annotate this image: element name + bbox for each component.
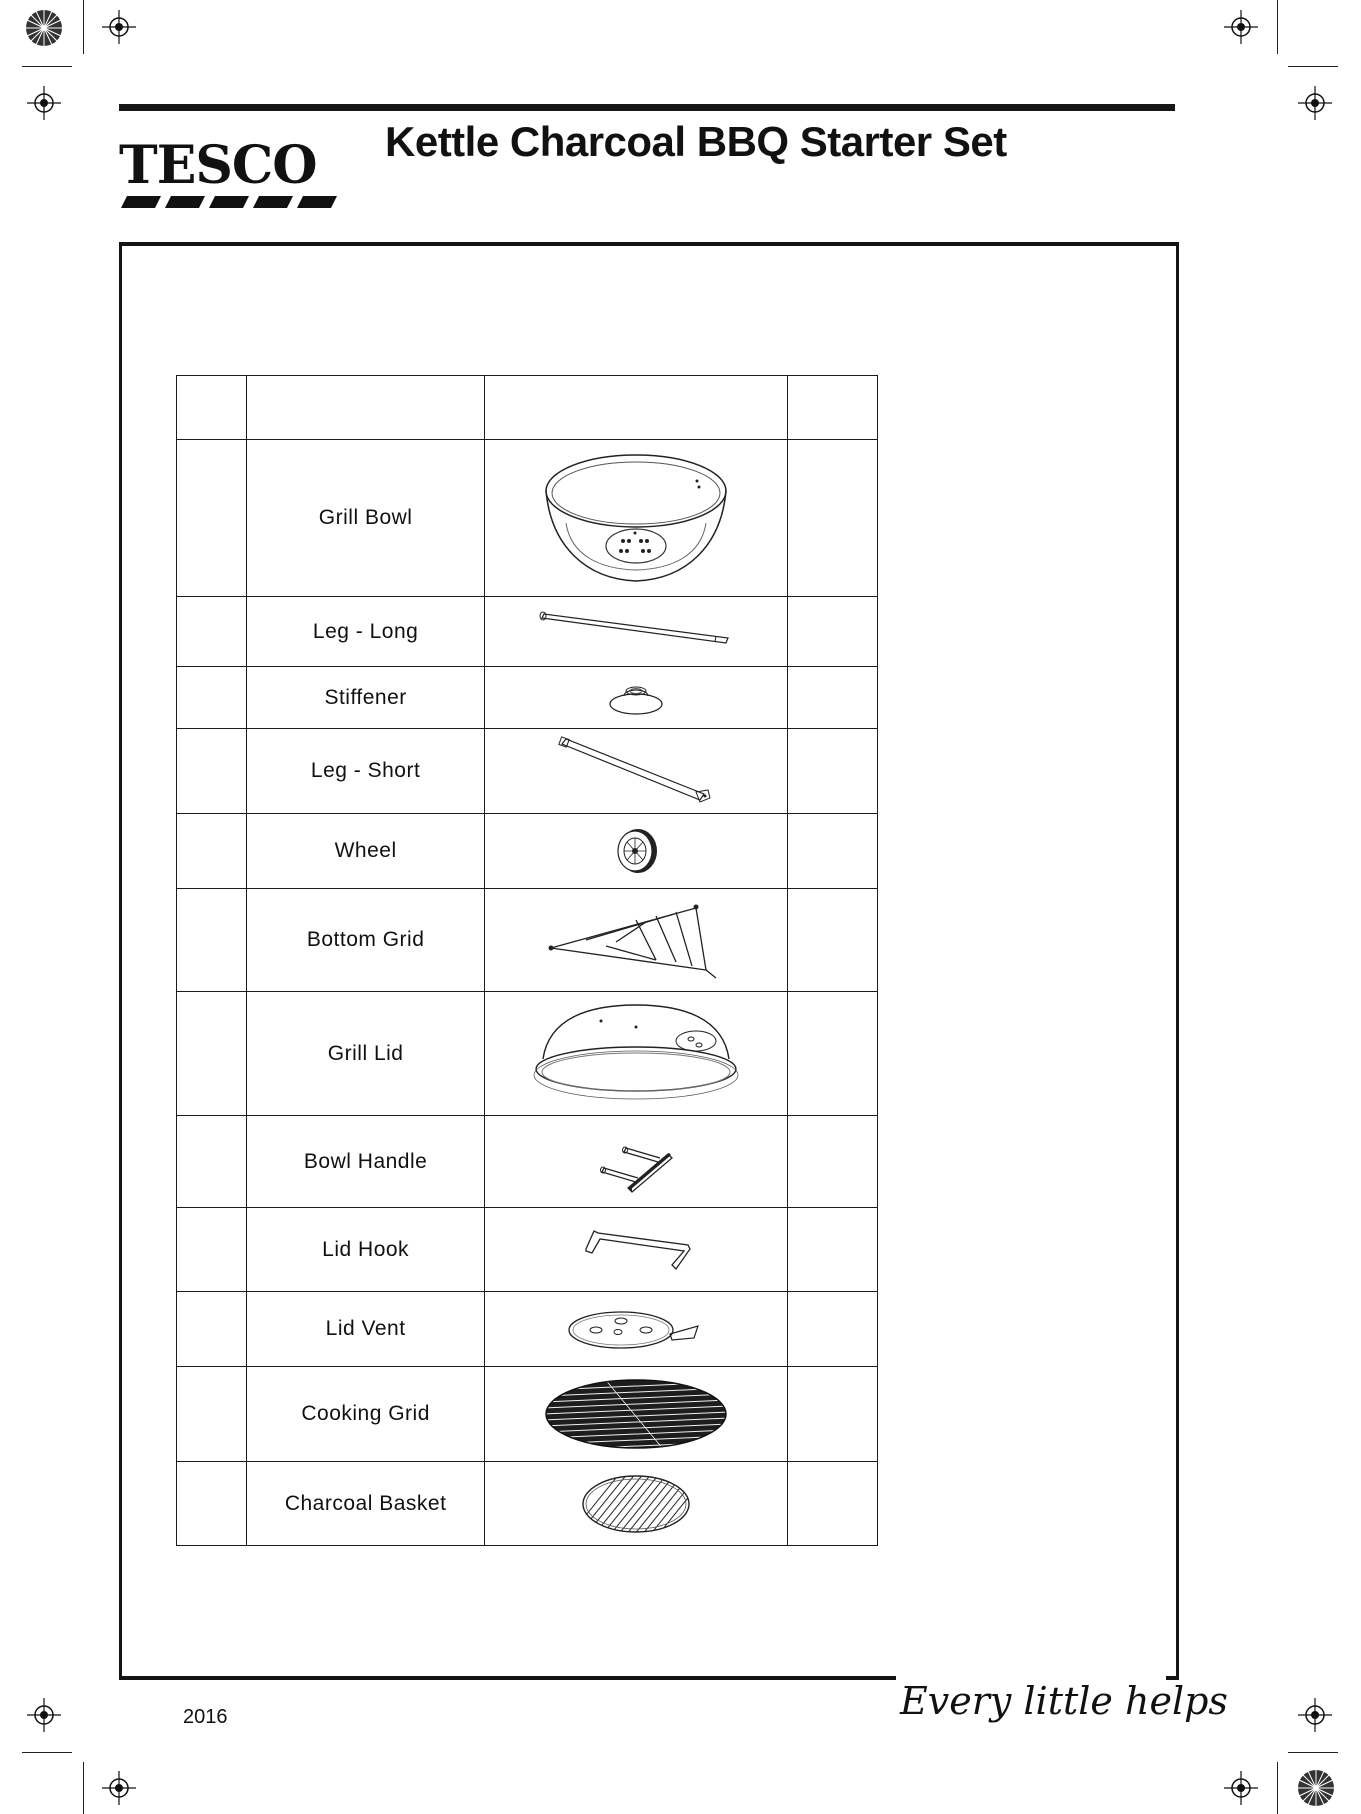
part-number-cell [177,889,247,992]
quantity-cell [788,1367,878,1462]
quantity-cell [788,1208,878,1292]
header-cell [177,376,247,440]
brand-slogan [896,1666,1228,1736]
charcoal-basket-icon [580,1473,692,1535]
grill-lid-icon [531,999,741,1109]
trim-line [22,1752,72,1753]
slogan-text: Every little helps [900,1679,1228,1723]
table-row [177,597,878,667]
header-cell [246,376,485,440]
quantity-cell [788,597,878,667]
part-number-cell [177,440,247,597]
brand-name: TESCO [119,135,317,196]
bottom-grid-icon [546,900,726,980]
table-row [177,889,878,992]
part-number-cell [177,597,247,667]
part-image-cell [485,667,788,729]
wheel-icon [611,826,661,876]
logo-stripes-icon [119,196,339,208]
brand-logo [119,135,339,210]
part-image-cell [485,814,788,889]
quantity-cell [788,814,878,889]
stiffener-icon [606,678,666,718]
part-number-cell [177,814,247,889]
cooking-grid-icon [544,1378,729,1450]
part-name: Leg - Long [246,597,485,667]
part-image-cell [485,1367,788,1462]
quantity-cell [788,889,878,992]
part-name: Lid Hook [246,1208,485,1292]
part-name: Grill Bowl [246,440,485,597]
part-name: Charcoal Basket [246,1462,485,1546]
quantity-cell [788,1292,878,1367]
trim-line [83,1762,84,1814]
lid-hook-icon [576,1225,696,1275]
part-image-cell [485,440,788,597]
part-name: Wheel [246,814,485,889]
part-image-cell [485,1292,788,1367]
registration-starburst-icon [24,8,64,48]
part-number-cell [177,667,247,729]
part-number-cell [177,1367,247,1462]
table-row [177,992,878,1116]
trim-line [1277,1762,1278,1814]
part-name: Cooking Grid [246,1367,485,1462]
quantity-cell [788,667,878,729]
quantity-cell [788,1116,878,1208]
registration-crosshair-icon [1224,1771,1258,1805]
trim-line [1288,66,1338,67]
part-number-cell [177,1292,247,1367]
registration-crosshair-icon [1224,10,1258,44]
part-image-cell [485,1116,788,1208]
part-number-cell [177,1208,247,1292]
long-leg-icon [536,612,736,652]
part-number-cell [177,1116,247,1208]
quantity-cell [788,729,878,814]
lid-vent-icon [566,1304,706,1354]
grill-bowl-icon [541,451,731,586]
trim-line [1277,0,1278,54]
footer-year: 2016 [183,1706,228,1728]
table-row [177,1367,878,1462]
quantity-cell [788,992,878,1116]
table-row [177,814,878,889]
header-cell [485,376,788,440]
registration-crosshair-icon [102,1771,136,1805]
table-row [177,729,878,814]
part-image-cell [485,1208,788,1292]
registration-crosshair-icon [1298,86,1332,120]
bowl-handle-icon [596,1132,676,1192]
parts-table [176,375,878,1546]
table-row [177,1292,878,1367]
registration-crosshair-icon [27,1698,61,1732]
part-number-cell [177,729,247,814]
part-image-cell [485,1462,788,1546]
registration-crosshair-icon [1298,1698,1332,1732]
short-leg-icon [556,736,716,806]
part-name: Grill Lid [246,992,485,1116]
part-name: Leg - Short [246,729,485,814]
trim-line [1288,1752,1338,1753]
registration-crosshair-icon [27,86,61,120]
part-image-cell [485,992,788,1116]
registration-starburst-icon [1296,1768,1336,1808]
part-image-cell [485,889,788,992]
part-name: Lid Vent [246,1292,485,1367]
header-cell [788,376,878,440]
page-title: Kettle Charcoal BBQ Starter Set [385,118,1007,165]
part-image-cell [485,597,788,667]
part-name: Bottom Grid [246,889,485,992]
table-row [177,1462,878,1546]
registration-crosshair-icon [102,10,136,44]
slogan-script [896,1666,1228,1736]
part-number-cell [177,992,247,1116]
table-row [177,1116,878,1208]
part-name: Stiffener [246,667,485,729]
part-name: Bowl Handle [246,1116,485,1208]
part-image-cell [485,729,788,814]
quantity-cell [788,440,878,597]
table-header-row [177,376,878,440]
trim-line [22,66,72,67]
table-row [177,1208,878,1292]
table-row [177,667,878,729]
header-rule [119,104,1175,111]
quantity-cell [788,1462,878,1546]
trim-line [83,0,84,54]
part-number-cell [177,1462,247,1546]
table-row [177,440,878,597]
